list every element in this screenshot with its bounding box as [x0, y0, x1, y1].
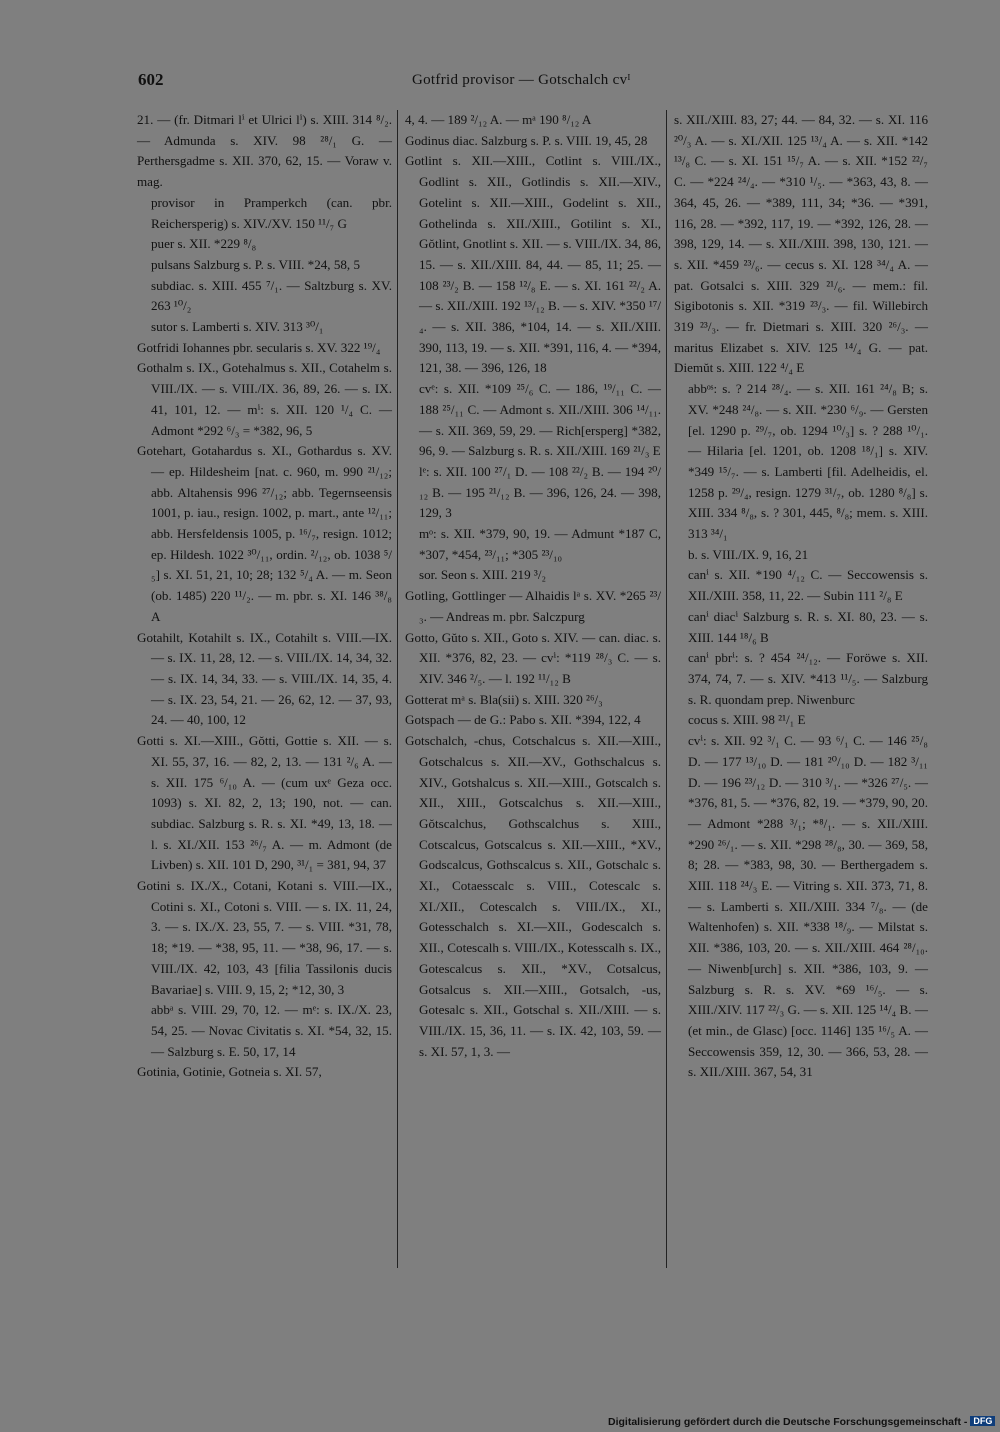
index-entry: mᵒ: s. XII. *379, 90, 19. — Admunt *187 C, *307, *454, ²³/₁₁; *305 ²³/₁₀: [419, 526, 661, 562]
index-entry: Gotto, Gŭto s. XII., Goto s. XIV. — can. diac. s. XII. *376, 82, 23. — cvⁱ: *119 ²⁸/₃ C. — s. XIV. 346 ²/₅. — l. 192 ¹¹/₁₂ B: [405, 629, 661, 686]
column-divider: [666, 110, 667, 1268]
index-entry: sutor s. Lamberti s. XIV. 313 ³⁰/₁: [151, 319, 324, 335]
index-entry: provisor in Pramperkch (can. pbr. Reichersperig) s. XIV./XV. 150 ¹¹/₇ G: [151, 194, 392, 231]
column-divider: [397, 110, 398, 1268]
index-entry: canⁱ pbrⁱ: s. ? 454 ²⁴/₁₂. — Foröwe s. XII. 374, 74, 7. — s. XIV. *413 ¹¹/₅. — Salzburg s. R. quondam prep. Niwenburc: [688, 650, 928, 707]
index-entry: Gotspach — de G.: Pabo s. XII. *394, 122, 4: [405, 712, 641, 728]
index-entry: cvⁱ: s. XII. 92 ³/₁ C. — 93 ⁶/₁ C. — 146 ²⁵/₈ D. — 177 ¹³/₁₀ D. — 181 ²⁰/₁₀ D. — 182 ³/₁₁ D. — 196 ²³/₁₂ D. — 310 ³/₁. — *326 ²⁷/₅. — *376, 81, 5. — *376, 82, 19. — *379, 90, 20. — Admont *288 ³/₁; *⁸/₁. — s. XII./XIII. *290 ²⁶/₁. — s. XII. *298 ²⁸/₈, 30. — 369, 58, 8; 28. — *383, 98, 30. — Berthergadem s. XIII. 118 ²⁴/₃ E. — Vitring s. XII. 373, 71, 8. — s. Lamberti s. XII./XIII. 334 ⁷/₈. — (de Waltenhofen) s. XII. *338 ¹⁸/₉. — Milstat s. XII. *386, 103, 20. — s. XII./XIII. 464 ²⁸/₁₀. — Niwenb[urch] s. XII. *386, 103, 9. — Salzburg s. R. s. XV. *69 ¹⁶/₅. — s. XIII./XIV. 117 ²²/₃ G. — s. XII. 125 ¹⁴/₄ B. — (et min., de Glasc) [occ. 1146] 135 ¹⁶/₅ A. — Seccowensis 359, 12, 30. — 366, 53, 28. — s. XII./XIII. 367, 54, 31: [688, 733, 928, 1080]
index-entry: b. s. VIII./IX. 9, 16, 21: [688, 546, 809, 562]
index-entry: puer s. XII. *229 ⁸/₈: [151, 236, 257, 252]
page-header: [0, 70, 1000, 94]
index-entry: pulsans Salzburg s. P. s. VIII. *24, 58, 5: [151, 256, 361, 272]
footer-text: Digitalisierung gefördert durch die Deutsche Forschungsgemeinschaft -: [608, 1416, 968, 1428]
index-entry: Godinus diac. Salzburg s. P. s. VIII. 19, 45, 28: [405, 132, 648, 148]
dfg-logo: DFG: [970, 1416, 995, 1426]
index-entry: Gotfridi Iohannes pbr. secularis s. XV. 322 ¹⁹/₄: [137, 339, 381, 355]
index-entry: lᵉ: s. XII. 100 ²⁷/₁ D. — 108 ²²/₂ B. — 194 ²⁰/₁₂ B. — 195 ²¹/₁₂ B. — 396, 126, 24. — 398, 129, 3: [419, 463, 661, 521]
running-title: Gotfrid provisor — Gotschalch cvᴵ: [412, 72, 631, 88]
index-entry: subdiac. s. XIII. 455 ⁷/₁. — Saltzburg s. XV. 263 ¹⁰/₂: [151, 277, 392, 314]
index-entry: Gotini s. IX./X., Cotani, Kotani s. VIII.—IX., Cotini s. XI., Cotoni s. VIII. — s. IX. 11, 24, 3. — s. IX./X. 23, 55, 7. — s. VIII. *31, 78, 18; *19. — *38, 95, 11. — *38, 96, 17. — s. VIII./IX. 42, 103, 43 [filia Tassilonis ducis Bavariae] s. VIII. 9, 15, 2; *12, 30, 3: [137, 878, 392, 997]
index-entry: abbᵃ s. VIII. 29, 70, 12. — mᵉ: s. IX./X. 23, 54, 25. — Novac Civitatis s. XI. *54, 32, 15. — Salzburg s. E. 50, 17, 14: [151, 1002, 392, 1059]
index-entry: abbᵒˢ: s. ? 214 ²⁸/₄. — s. XII. 161 ²⁴/₈ B; s. XV. *248 ²⁴/₈. — s. XII. *230 ⁶/₉. — Gersten [el. 1290 p. ²⁹/₇, ob. 1294 ¹⁰/₃] s. ? 288 ¹⁰/₁. — Hilaria [el. 1201, ob. 1208 ¹⁸/₁] s. XIV. *349 ¹⁵/₇. — s. Lamberti [fil. Adelheidis, el. 1258 p. ²⁹/₄, resign. 1279 ³¹/₇, ob. 1280 ⁸/₈] s. XIII. 334 ⁸/₈, s. ? 301, 445, ⁸/₈; mem. s. XIII. 313 ³⁴/₁: [688, 381, 928, 542]
index-entry: canⁱ diacⁱ Salzburg s. R. s. XI. 80, 23. — s. XIII. 144 ¹⁸/₆ B: [688, 608, 928, 645]
index-entry: Gotehart, Gotahardus s. XI., Gothardus s. XV. — ep. Hildesheim [nat. c. 960, m. 990 ²¹/₁₂; abb. Altahensis 996 ²⁷/₁₂; abb. Tegernseensis 1001, p. iau., resign. 1002, p. mart., ante ¹²/₁₁; abb. Hersfeldensis 1005, p. ¹⁶/₇, resign. 1012; ep. Hildesh. 1022 ³⁰/₁₁, ordin. ²/₁₂, ob. 1038 ⁵/₅] s. XI. 51, 21, 10; 28; 132 ⁵/₄ A. — m. Seon (ob. 1485) 220 ¹¹/₂. — m. pbr. s. XI. 146 ³⁸/₈ A: [137, 443, 392, 624]
index-entry: Gotlint s. XII.—XIII., Cotlint s. VIII./IX., Godlint s. XII., Gotlindis s. XII.—XIV., Gotelint s. XII.—XIII., Godelint s. XII., Gothelinda s. XII./XIII., Gotilint s. XI., Gŏtlint, Gnotlint s. XII. — s. VIII./IX. 34, 86, 15. — s. XII./XIII. 84, 44. — 85, 11; 25. — 108 ²³/₂ B. — 158 ¹²/₈ E. — s. XI. 161 ²²/₂ A. — s. XII./XIII. 192 ¹³/₁₂ B. — s. XIV. *350 ¹⁷/₄. — s. XII. 386, *104, 14. — s. XII./XIII. 390, 113, 19. — s. XII. *391, 116, 4. — *394, 121, 38. — 396, 126, 18: [405, 153, 661, 376]
index-entry: Gotahilt, Kotahilt s. IX., Cotahilt s. VIII.—IX. — s. IX. 11, 28, 12. — s. VIII./IX. 14, 34, 32. — s. IX. 14, 34, 33. — s. VIII./IX. 14, 35, 4. — s. IX. 23, 54, 21. — 26, 62, 12. — 37, 93, 24. — 40, 100, 12: [137, 629, 392, 728]
index-entry: Gotinia, Gotinie, Gotneia s. XI. 57,: [137, 1064, 322, 1080]
column-1: [137, 110, 392, 1083]
footer-credit: [608, 1416, 995, 1428]
column-3: [674, 110, 928, 1083]
index-entry: canⁱ s. XII. *190 ⁴/₁₂ C. — Seccowensis s. XII./XIII. 358, 11, 22. — Subin 111 ²/₈ E: [688, 567, 928, 604]
index-entry: s. XII./XIII. 83, 27; 44. — 84, 32. — s. XI. 116 ²⁰/₃ A. — s. XI./XII. 125 ¹³/₄ A. — s. XII. *142 ¹³/₈ C. — s. XI. 151 ¹⁵/₇ A. — s. XII. *152 ²²/₇ C. — *224 ²⁴/₄. — *310 ¹/₅. — *363, 43, 8. — 364, 45, 26. — *389, 111, 34; *36. — *391, 116, 28. — *392, 117, 19. — *392, 126, 28. — 398, 129, 14. — s. XII./XIII. 398, 130, 121. — s. XII. *459 ²³/₆. — cecus s. XI. 128 ³⁴/₄ A. — pat. Gotsalci s. XIII. 329 ²¹/₆. — mem.: fil. Sigibotonis s. XII. *319 ²³/₃. — fil. Willebirch 319 ²³/₃. — fr. Dietmari s. XIII. 320 ²⁶/₃. — maritus Elizabet s. XIV. 125 ¹⁴/₄ G. — pat. Diemŭt s. XIII. 122 ⁴/₄ E: [674, 112, 928, 376]
index-entry: Gotschalch, -chus, Cotschalcus s. XII.—XIII., Gotschalcus s. XII.—XV., Gothschalcus s. XIV., Gotshalcus s. XII.—XIII., Gotscalch s. XII., XIII., Gotscalchus s. XII.—XIII., Gŏtscalchus, Gothscalchus s. XIII., Cotscalcus, Gotscalcus s. XII.—XIII., *XV., Godscalcus, Gothscalcus s. XII., Gotschalc s. XI., Cotaesscalc s. VIII., Cotescalc s. XI./XII., Cotescalch s. VIII./IX., XI., Gotesschalch s. XI.—XII., Godescalch s. XII., Cotescalh s. VIII./IX., Kotesscalh s. IX., Gotescalcus s. XII., *XV., Cotsalcus, Gotsalcus s. XII.—XIII., Gotsalch, -us, Gotesalc s. XII., Gotschal s. XII./XIII. — s. VIII./IX. 15, 36, 11. — s. IX. 42, 103, 59. — s. XI. 57, 1, 3. —: [405, 733, 661, 1059]
index-entry: Gotti s. XI.—XIII., Gŏtti, Gottie s. XII. — s. XI. 55, 37, 16. — 82, 2, 13. — 131 ²/₆ A. — s. XII. 175 ⁶/₁₀ A. — (cum uxᵉ Geza occ. 1093) s. XI. 82, 2, 13; 190, not. — can. subdiac. Salzburg s. R. s. XI. *49, 13, 18. — l. s. XI./XII. 153 ²⁶/₇ A. — m. Admont (de Livben) s. XII. 101 D, 290, ³¹/₁ = 381, 94, 37: [137, 733, 392, 873]
index-entry: Gotling, Gottlinger — Alhaidis lᵃ s. XV. *265 ²³/₃. — Andreas m. pbr. Salczpurg: [405, 588, 661, 624]
index-entry: sor. Seon s. XIII. 219 ³/₂: [419, 567, 547, 583]
index-entry: cvᵉ: s. XII. *109 ²⁵/₆ C. — 186, ¹⁹/₁₁ C. — 188 ²⁵/₁₁ C. — Admont s. XII./XIII. 306 ¹⁴/₁₁. — s. XII. 369, 59, 29. — Rich[ersperg] *382, 96, 9. — Salzburg s. R. s. XII./XIII. 169 ²¹/₃ E: [419, 381, 661, 459]
index-entry: Gothalm s. IX., Gotehalmus s. XII., Cotahelm s. VIII./IX. — s. VIII./IX. 36, 89, 26. — s. IX. 41, 101, 12. — mⁱ: s. XII. 120 ¹/₄ C. — Admont *292 ⁶/₃ = *382, 96, 5: [137, 360, 392, 438]
column-2: [405, 110, 661, 1062]
index-entry: cocus s. XIII. 98 ²¹/₁ E: [688, 712, 806, 728]
index-entry: 21. — (fr. Ditmari lⁱ et Ulrici lⁱ) s. XIII. 314 ⁸/₂. — Admunda s. XIV. 98 ²⁸/₁ G. — Perthersgadme s. XII. 370, 62, 15. — Voraw v. mag.: [137, 112, 392, 190]
index-entry: 4, 4. — 189 ²/₁₂ A. — mᵃ 190 ⁸/₁₂ A: [405, 112, 592, 127]
page-number: 602: [138, 70, 164, 89]
index-entry: Gotterat mᵃ s. Bla(sii) s. XIII. 320 ²⁶/₃: [405, 691, 603, 707]
